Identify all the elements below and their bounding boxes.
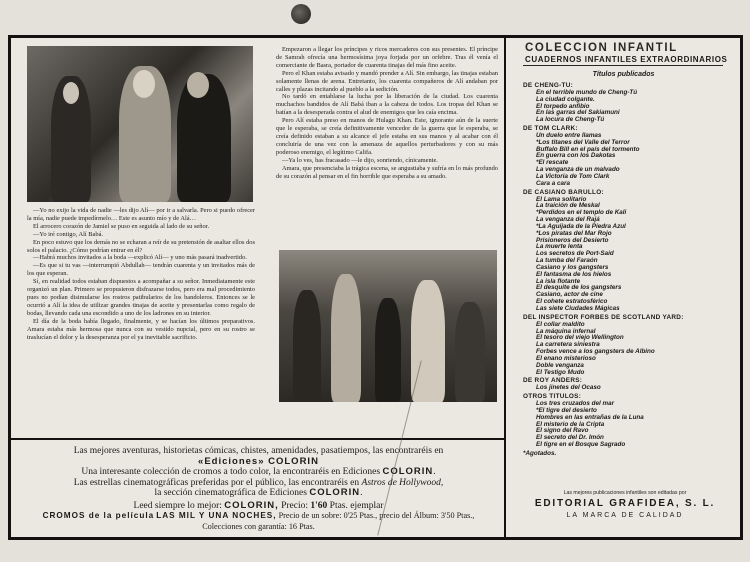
catalog-title-item: Casiano y los gangsters	[536, 263, 609, 271]
catalog-rule	[523, 65, 723, 66]
article-column-1	[27, 207, 255, 341]
catalog-title-item: La tumba del Faraón	[536, 257, 598, 265]
catalog-title-item: Las siete Ciudades Mágicas	[536, 305, 620, 312]
catalog-section-heading: DE TOM CLARK:	[523, 125, 578, 133]
photo-top-left	[27, 46, 253, 202]
paragraph: —Es que si tu vas —interrumpió Abdullah— tendrán cuarenta y un invitados más de los que esperan.	[27, 262, 255, 278]
thumbtack-icon	[291, 4, 311, 24]
paragraph: —Ya lo ves, has fracasado —le dijo, sonriendo, cínicamente.	[282, 156, 438, 164]
catalog-title-item: *Los piratas del Mar Rojo	[536, 229, 612, 237]
document-frame	[8, 35, 743, 540]
ad-line-2: Una interesante colección de cromos a todo color, la encontraréis en Ediciones COLORIN.	[81, 466, 436, 477]
photo-bottom-right	[279, 250, 497, 402]
catalog-title-item: La venganza de un malvado	[536, 166, 620, 174]
ad-line-7: Colecciones con garantía: 16 Ptas.	[202, 521, 315, 531]
catalog-title-item: La máquina infernal	[536, 327, 596, 335]
catalog-title-item: En el terrible mundo de Cheng-Tú	[536, 88, 638, 96]
catalog-title-item: La locura de Cheng-Tú	[536, 116, 605, 124]
catalog-title-item: Forbes vence a los gangsters de Albino	[536, 348, 655, 356]
catalog-section-heading: DE CHENG-TU:	[523, 82, 574, 89]
catalog-title-item: La muerte lenta	[536, 243, 583, 251]
catalog-title-item: El tesoro del viejo Wellington	[536, 334, 624, 342]
vertical-divider	[504, 38, 506, 537]
catalog-title-item: El tigre en el Bosque Sagrado	[536, 441, 626, 449]
catalog-section-heading: DE CASIANO BARULLO:	[523, 188, 604, 196]
catalog-title-item: Casiano, actor de cine	[536, 291, 603, 299]
catalog-title-item: En guerra con los Dakotas	[536, 152, 616, 160]
catalog-subtitle: CUADERNOS INFANTILES EXTRAORDINARIOS	[525, 55, 728, 64]
catalog-title-item: *El rescate	[536, 159, 569, 167]
ad-line-5: Leed siempre lo mejor: COLORIN, Precio: 1'60 Ptas. ejemplar	[133, 499, 384, 511]
paragraph: El arrocero corazón de Jamiel se puso en seguida al lado de su señor.	[33, 222, 210, 230]
catalog-title-item: El fantasma de los hielos	[536, 270, 612, 278]
catalog-title-item: Prisioneros del Desierto	[536, 236, 609, 244]
catalog-title-item: La ciudad colgante.	[536, 95, 595, 103]
catalog-title: COLECCION INFANTIL	[525, 42, 678, 54]
catalog-footnote: *Agotados.	[523, 449, 557, 457]
catalog-title-item: Los secretos de Port-Said	[536, 250, 614, 258]
catalog-title-item: Doble venganza	[536, 361, 584, 369]
catalog-title-item: La traición de Meskal	[536, 202, 600, 210]
paragraph: En poco estuvo que los demás no se echaran a reír de su pretensión de asaltar ellos dos solos el palacio. ¿Cómo podrían entrar en él?	[27, 238, 255, 254]
catalog-title-item: El torpedo anfibio	[536, 102, 590, 110]
ad-line-3: Las estrellas cinematográficas preferidas por el público, las encontraréis en Astros de Hollywood,	[73, 477, 444, 488]
publisher-name: EDITORIAL GRAFIDEA, S. L.	[534, 498, 716, 509]
catalog-list	[523, 81, 728, 458]
catalog-published-heading: Títulos publicados	[592, 71, 655, 78]
catalog-title-item: Hombres en las entrañas de la Luna	[536, 413, 644, 421]
paragraph: —Habrá muchos invitados a la boda —explicó Alí— y uno más pasará inadvertido.	[33, 254, 247, 262]
catalog-title-item: *Los titanes del Valle del Terror	[536, 138, 630, 146]
catalog-title-item: El desquite de los gangsters	[536, 284, 622, 292]
publisher-tagline: LA MARCA DE CALIDAD	[566, 512, 684, 519]
ad-line-6: CROMOS de la película LAS MIL Y UNA NOCHES, Precio de un sobre: 0'25 Ptas., precio del Álbum: 3'50 Ptas.,	[42, 511, 475, 520]
advertisement-block	[21, 446, 496, 532]
paragraph: No tardó en entablarse la lucha por la liberación de la ciudad. Los cuarenta muchachos bandidos de Alí Babá iban a la cabeza de todos. Los tropas del Khan se batían a la desesperada contra el alud de enemigos que les caía encima.	[276, 93, 498, 117]
catalog-title-item: Buffalo Bill en el país del tormento	[536, 145, 640, 153]
catalog-title-item: En las garras del Sakiamuni	[536, 109, 620, 117]
catalog-title-item: Los jinetes del Ocaso	[536, 384, 601, 392]
catalog-title-item: La venganza del Rajá	[536, 216, 600, 224]
paragraph: Amara, que presenciaba la trágica escena, se angustiaba y sufría en lo más profundo de su corazón al pensar en el fin horrible que esperaba a su amado.	[276, 164, 498, 180]
paragraph: —Yo iré contigo, Alí Babá.	[33, 230, 103, 238]
catalog-title-item: El signo del Ravo	[536, 427, 589, 435]
catalog-title-item: El Testigo Mudo	[536, 368, 585, 376]
catalog-title-item: La carretera siniestra	[536, 341, 600, 349]
publisher-note: Las mejores publicaciones infantiles son editadas por	[563, 490, 687, 496]
paragraph: —Yo no exijo la vida de nadie —les dijo Alí— por ir a salvarla. Pero si puedo ofrecer la mía, nadie puede impedírmelo… Este es asunto mío y de Alá…	[27, 207, 255, 222]
paragraph: Sí, en realidad todos estaban dispuestos a acompañar a su señor. Inmediatamente este organizó un plan. Primero se propusieron disfrazarse todos, pero era mal procedimiento pues no podían disimularse los rostros patibularios de los bandoleros. Entonces se le ocurrió a Alí la idea de utilizar grandes tinajas de aceite y presentarlas como regalo de bodas, llevando cada una escondido a uno de los ladrones en su interior.	[27, 278, 255, 317]
catalog-title-item: Cara a cara	[536, 179, 570, 187]
ad-line-1: Las mejores aventuras, historietas cómicas, chistes, amenidades, pasatiempos, las encontraréis en	[73, 446, 444, 456]
paragraph: El día de la boda había llegado, finalmente, y se hacían los últimos preparativos. Amara estaba más hermosa que nunca con su vestido nupcial, pero en su rostro se traslucían el dolor y la desesperanza por el ya inevitable sacrificio.	[27, 317, 255, 341]
paragraph: Pero Alí estaba preso en manos de Hulagu Khan. Este, ignorante aún de la suerte que le esperaba, se creía definitivamente vencedor de la guerra que le esperaba, se creía definido estaban a su alcance el jefe estaba en sus manos y al acabar con él concluiría de una vez con la amenaza de aquellos perturbadores y con su más poderoso enemigo, el legítimo Califa.	[276, 117, 498, 156]
catalog-title-item: *Perdidos en el templo de Kali	[536, 209, 627, 217]
paragraph: Empezaron a llegar los príncipes y ricos mercaderes con sus presentes. El príncipe de Samrah ofrecía una hermosísima joya forjada por un orfebre. Tras él venía el comerciante de Basra, portador de cuarenta tinajas del más fino aceite.	[276, 46, 498, 69]
catalog-title-item: El Lama solitario	[536, 195, 587, 203]
paragraph: Pero el Khan estaba avisado y mandó prender a Alí. Sin embargo, las tinajas estaban solamente llenas de arena. Entretanto, los cuarenta compañeros de Alí andaban por calles y plazas incitando al pueblo a la sedición.	[276, 69, 498, 93]
catalog-panel	[507, 38, 740, 537]
ad-line-4: la sección cinematográfica de Ediciones COLORIN.	[154, 487, 363, 498]
horizontal-divider	[11, 438, 504, 440]
catalog-title-item: El cohete estratosférico	[536, 298, 608, 306]
catalog-title-item: El enano misterioso	[536, 354, 596, 362]
catalog-title-item: El misterio de la Cripta	[536, 420, 605, 428]
catalog-title-item: El collar maldito	[536, 320, 585, 328]
ad-line-1b: «Ediciones» COLORIN	[198, 455, 319, 467]
catalog-title-item: La isla flotante	[536, 277, 581, 285]
catalog-section-heading: DEL INSPECTOR FORBES DE SCOTLAND YARD:	[523, 313, 684, 321]
catalog-title-item: El secreto del Dr. Imón	[536, 434, 604, 442]
catalog-title-item: Un duelo entre llamas	[536, 131, 602, 139]
catalog-title-item: *La Aguijada de la Piedra Azul	[536, 222, 626, 230]
catalog-title-item: Los tres cruzados del mar	[536, 399, 615, 407]
catalog-title-item: *El tigre del desierto	[536, 406, 597, 414]
catalog-section-heading: DE ROY ANDERS:	[523, 377, 583, 385]
catalog-section-heading: OTROS TITULOS:	[523, 393, 582, 401]
article-column-2	[276, 46, 498, 180]
catalog-title-item: La Victoria de Tom Clark	[536, 172, 610, 180]
